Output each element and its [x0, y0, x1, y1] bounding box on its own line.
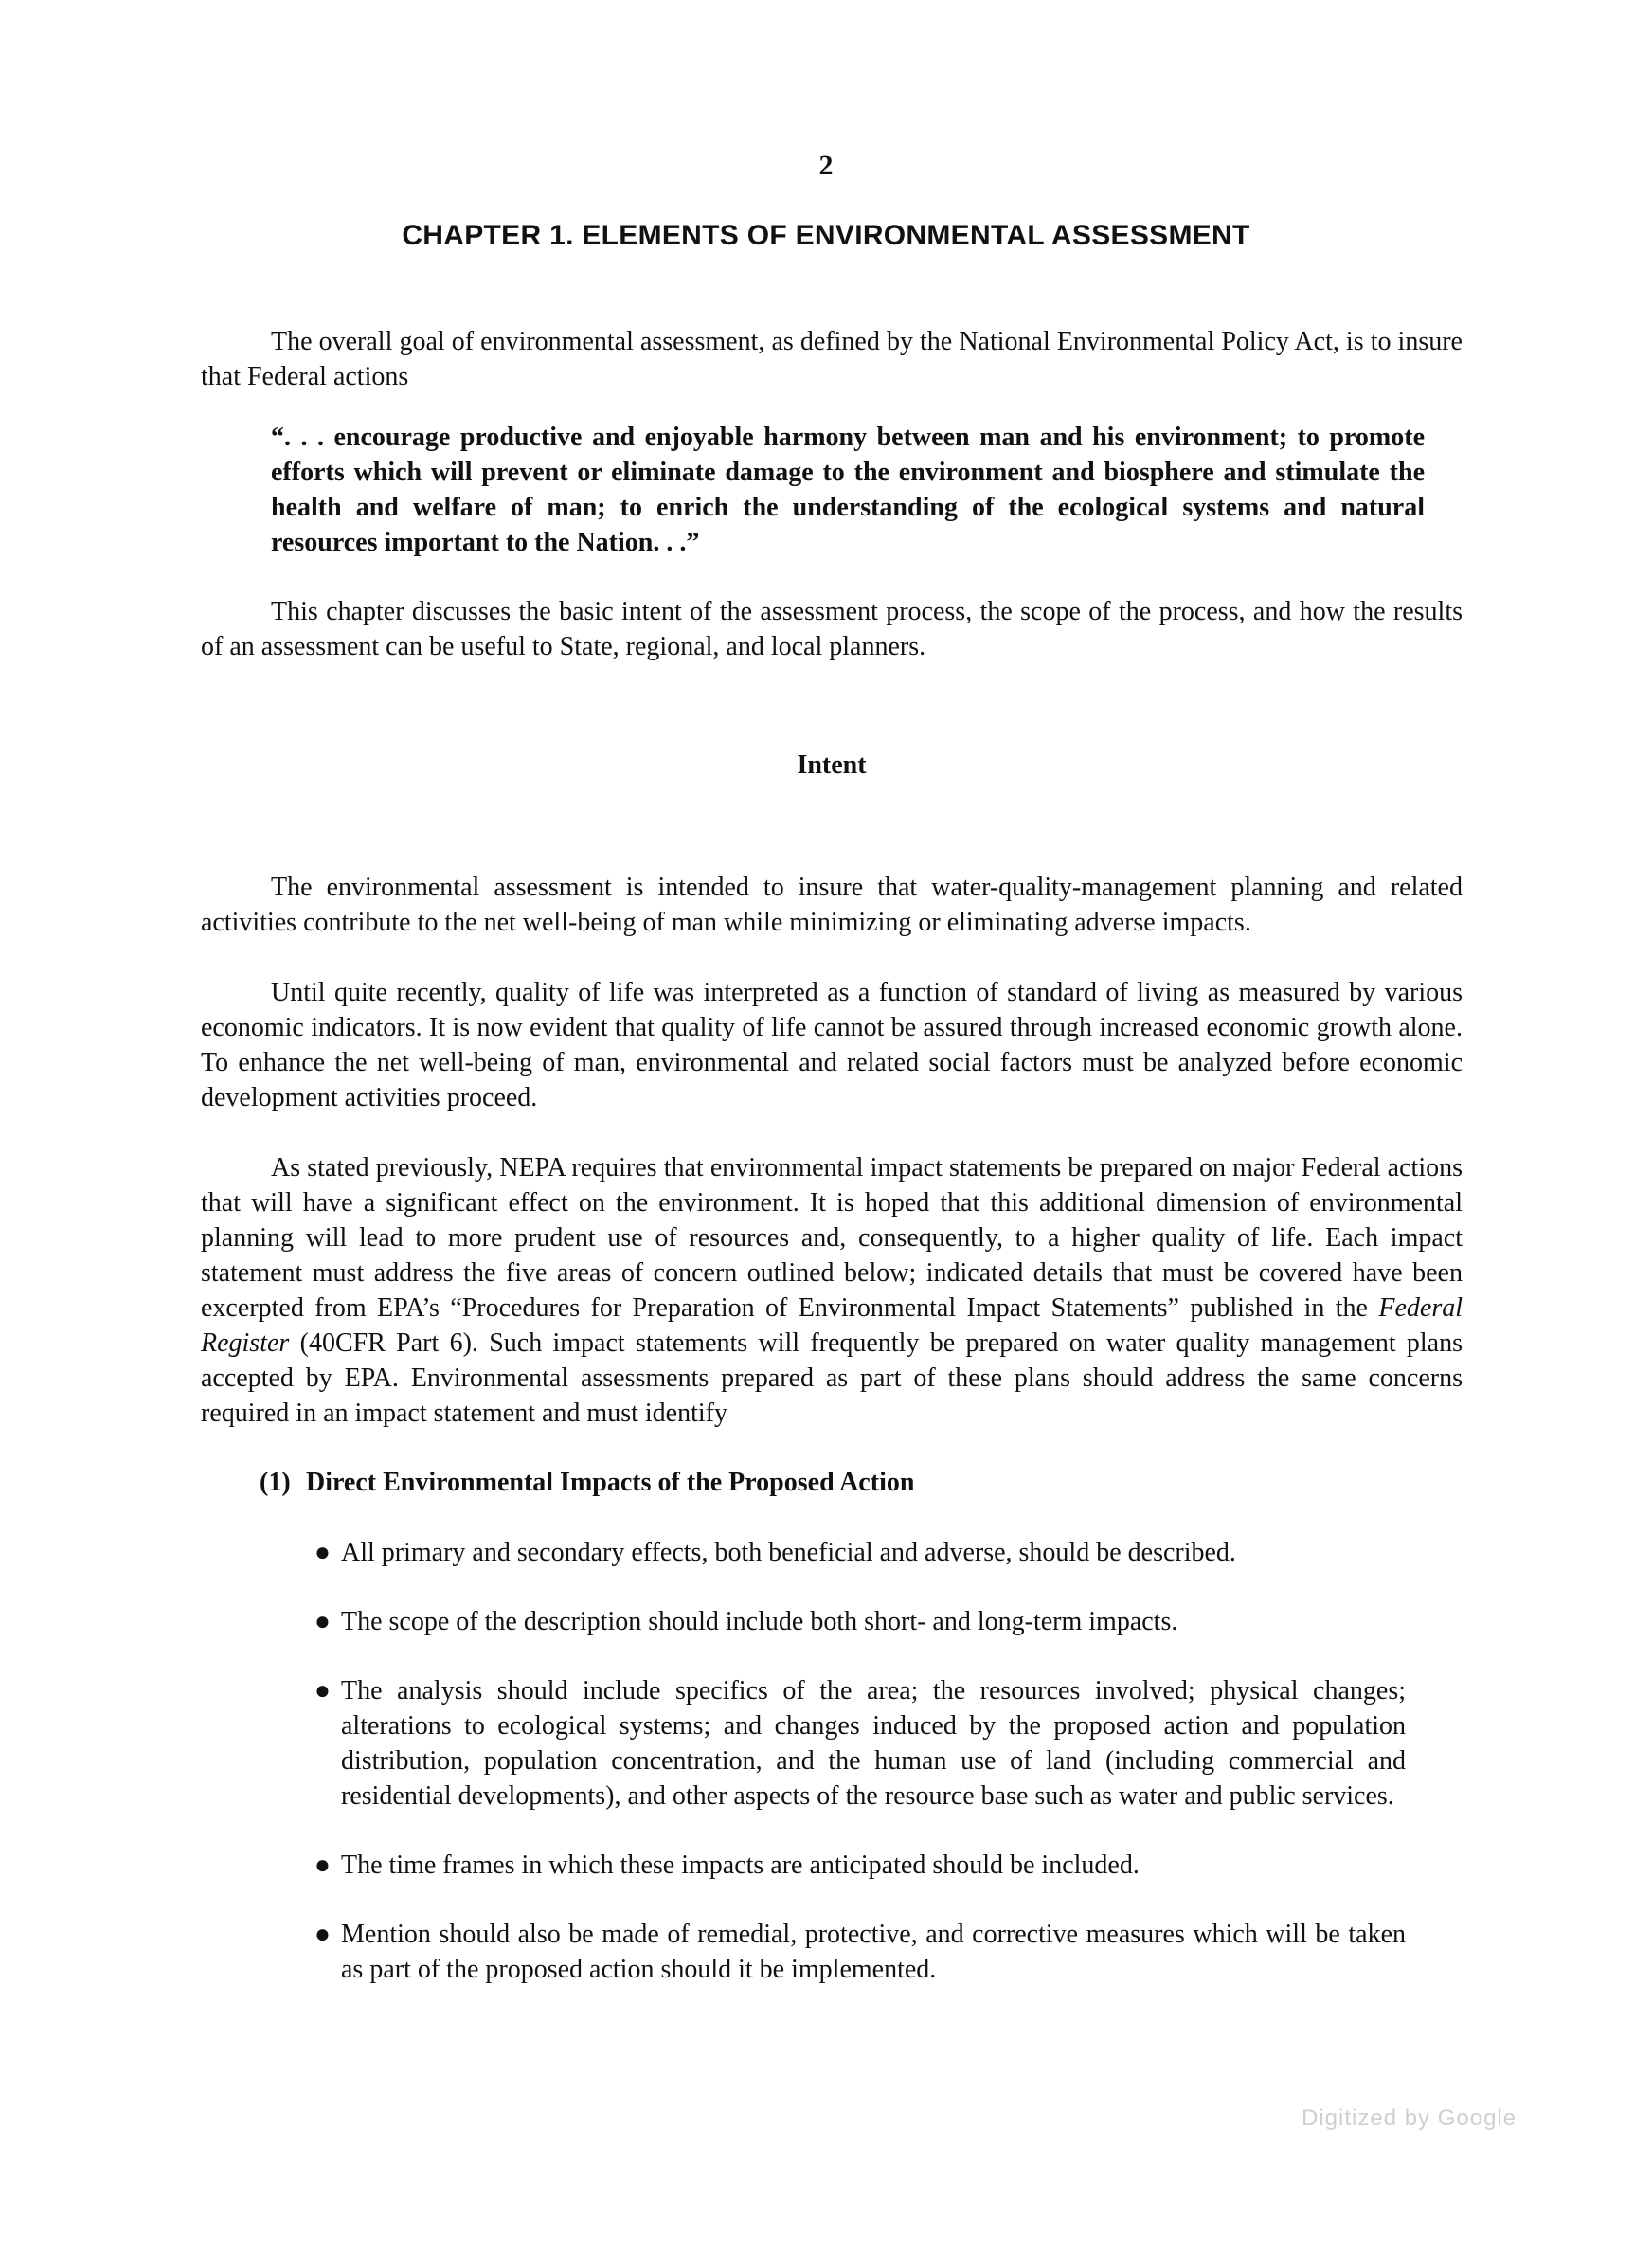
bullet-icon: ● — [314, 1607, 331, 1636]
bullet-icon: ● — [314, 1538, 331, 1567]
bullet-text: The scope of the description should include both short- and long-term impacts. — [341, 1607, 1178, 1636]
list-item — [314, 1604, 1406, 1639]
page-number: 2 — [818, 150, 834, 181]
bullet-icon: ● — [314, 1851, 331, 1880]
quoted-policy-text: “. . . encourage productive and enjoyable harmony between man and his environment; to promote efforts which will prevent or eliminate damage to the environment and biosphere and stimulate the health and welfare of man; to enrich the understanding of the ecological systems and natural resources important to the Nation. . .” — [271, 423, 1425, 557]
chapter-note-paragraph: This chapter discusses the basic intent of the assessment process, the scope of the process, and how the results of an assessment can be useful to State, regional, and local planners. — [201, 597, 1463, 661]
bullet-icon: ● — [314, 1920, 331, 1949]
intent-paragraph-3-part-2: (40CFR Part 6). Such impact statements will frequently be prepared on water quality management plans accepted by EPA. Environmental assessments prepared as part of these plans should address the same concerns required in an impact statement and must identify — [201, 1328, 1463, 1428]
bullet-text: Mention should also be made of remedial, protective, and corrective measures which will be taken as part of the proposed action should it be implemented. — [341, 1920, 1406, 1984]
federal-register-title: Federal Register — [201, 1293, 1463, 1358]
list-item — [314, 1673, 1406, 1814]
list-item — [314, 1848, 1406, 1883]
intro-paragraph: The overall goal of environmental assessment, as defined by the National Environmental Policy Act, is to insure that Federal actions — [201, 327, 1463, 391]
document-content — [201, 324, 1463, 2021]
list-heading-text: Direct Environmental Impacts of the Proposed Action — [306, 1468, 915, 1497]
bullet-text: The analysis should include specifics of the area; the resources involved; physical changes; alterations to ecological systems; and changes induced by the proposed action and population distribution, population concentration, and the human use of land (including commercial and residential developments), and other aspects of the resource base such as water and public services. — [341, 1676, 1406, 1811]
list-item — [314, 1917, 1406, 1987]
list-item — [314, 1535, 1406, 1570]
intent-paragraph-3-part-1: As stated previously, NEPA requires that environmental impact statements be prepared on major Federal actions that will have a significant effect on the environment. It is hoped that this additional dimension of environmental planning will lead to more prudent use of resources and, consequently, to a higher quality of life. Each impact statement must address the five areas of concern outlined below; indicated details that must be covered have been excerpted from EPA’s “Procedures for Preparation of Environmental Impact Statements” published in the — [201, 1153, 1463, 1323]
bullet-text: All primary and secondary effects, both beneficial and adverse, should be described. — [341, 1538, 1236, 1567]
chapter-title: CHAPTER 1. ELEMENTS OF ENVIRONMENTAL ASSESSMENT — [402, 220, 1250, 251]
digitized-watermark: Digitized by Google — [1302, 2105, 1517, 2131]
intent-paragraph-2: Until quite recently, quality of life was interpreted as a function of standard of living as measured by various economic indicators. It is now evident that quality of life cannot be assured through increased economic growth alone. To enhance the net well-being of man, environmental and related social factors must be analyzed before economic development activities proceed. — [201, 978, 1463, 1112]
intent-paragraph-1: The environmental assessment is intended to insure that water-quality-management planning and related activities contribute to the net well-being of man while minimizing or eliminating adverse impacts. — [201, 873, 1463, 937]
bullet-text: The time frames in which these impacts are anticipated should be included. — [341, 1851, 1140, 1880]
list-number: (1) — [260, 1468, 291, 1497]
impact-list-heading — [260, 1465, 1463, 1500]
impact-bullet-list — [314, 1535, 1406, 1987]
intent-paragraph-3 — [201, 1150, 1463, 1431]
bullet-icon: ● — [314, 1676, 331, 1706]
section-heading-intent: Intent — [797, 750, 867, 780]
